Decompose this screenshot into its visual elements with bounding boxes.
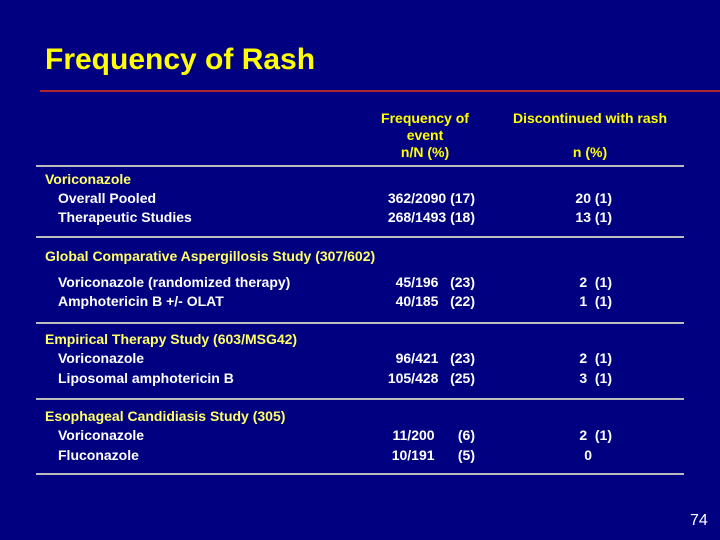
row-label: Liposomal amphotericin B [58,370,234,386]
table-divider [36,165,684,167]
column-header-frequency [360,110,490,161]
row-discontinued: 2 (1) [579,350,612,366]
row-label: Amphotericin B +/- OLAT [58,293,224,309]
column-header-discontinued-line1: Discontinued with rash [512,110,667,126]
table-divider [36,236,684,238]
row-frequency: 362/2090 (17) [387,190,475,206]
section-heading: Empirical Therapy Study (603/MSG42) [45,331,298,347]
section-heading: Esophageal Candidiasis Study (305) [45,408,286,424]
column-header-discontinued-line2: n (%) [572,144,608,160]
section-heading: Voriconazole [45,171,132,187]
row-discontinued: 2 (1) [579,427,612,443]
title-divider [40,90,720,92]
row-frequency: 96/421 (23) [395,350,475,366]
row-label: Voriconazole [58,427,145,443]
row-label: Therapeutic Studies [58,209,192,225]
column-header-discontinued [495,110,685,161]
row-discontinued: 0 [584,447,592,463]
row-discontinued: 1 (1) [579,293,612,309]
row-label: Overall Pooled [58,190,157,206]
row-discontinued: 2 (1) [579,274,612,290]
section-heading: Global Comparative Aspergillosis Study (307/602) [45,248,376,264]
table-divider [36,473,684,475]
column-header-frequency-line1: Frequency of [381,110,469,126]
column-header-frequency-line3: n/N (%) [400,144,450,160]
page-number: 74 [690,512,708,529]
row-frequency: 11/200 (6) [392,427,475,443]
row-frequency: 45/196 (23) [395,274,475,290]
row-label: Voriconazole [58,350,145,366]
row-discontinued: 20 (1) [575,190,612,206]
row-frequency: 40/185 (22) [395,293,475,309]
slide-title: Frequency of Rash [45,43,316,76]
row-discontinued: 3 (1) [579,370,612,386]
row-frequency: 10/191 (5) [391,447,475,463]
row-frequency: 105/428 (25) [387,370,475,386]
row-discontinued: 13 (1) [575,209,612,225]
column-header-frequency-line2: event [406,127,444,143]
row-frequency: 268/1493 (18) [387,209,475,225]
row-label: Voriconazole (randomized therapy) [58,274,291,290]
row-label: Fluconazole [58,447,139,463]
table-divider [36,398,684,400]
table-divider [36,322,684,324]
